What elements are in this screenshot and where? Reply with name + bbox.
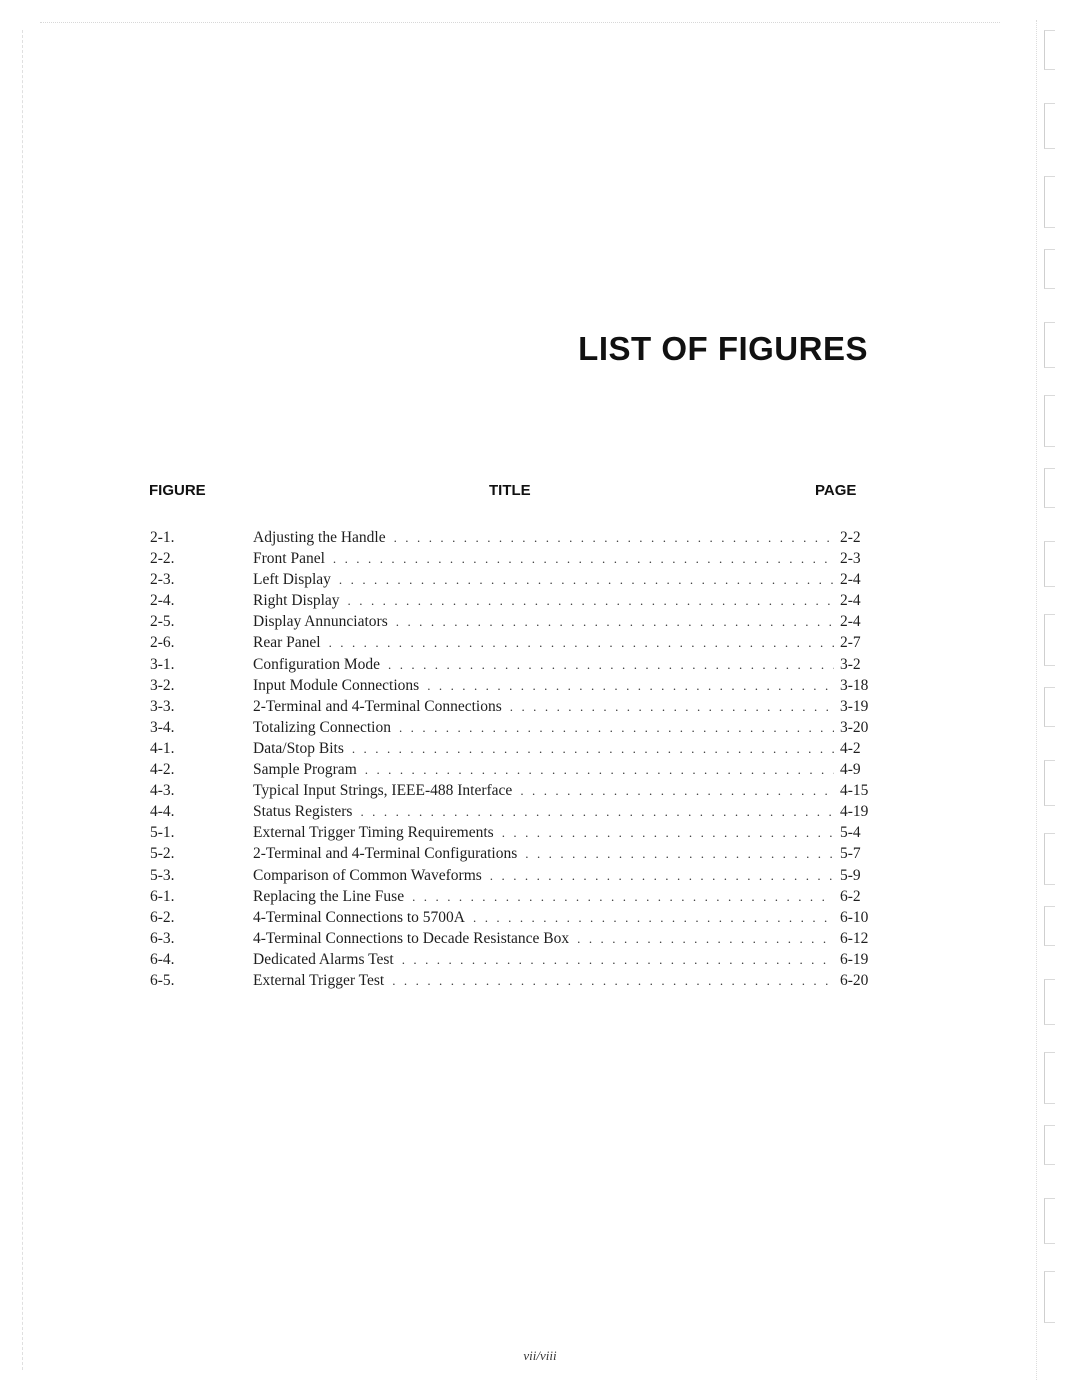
figure-number: 4-4. <box>150 803 175 821</box>
dot-leader <box>365 759 834 780</box>
scan-edge-right <box>1036 20 1037 1380</box>
figure-number: 4-1. <box>150 739 175 757</box>
figure-page: 6-12 <box>840 929 869 947</box>
figure-entry <box>253 632 870 653</box>
column-header-title: TITLE <box>489 482 531 499</box>
figure-title: Left Display <box>253 569 339 590</box>
figure-entry <box>253 527 870 548</box>
binding-mark <box>1044 30 1055 70</box>
figure-title: Front Panel <box>253 548 333 569</box>
list-item <box>150 717 870 738</box>
dot-leader <box>352 738 834 759</box>
binding-mark <box>1044 979 1055 1025</box>
figure-title: Data/Stop Bits <box>253 738 352 759</box>
dot-leader <box>473 907 834 928</box>
figure-entry <box>253 780 870 801</box>
dot-leader <box>577 928 834 949</box>
figure-title: Rear Panel <box>253 632 329 653</box>
list-item <box>150 928 870 949</box>
figure-entry <box>253 843 870 864</box>
figure-title: Status Registers <box>253 801 360 822</box>
figure-title: Configuration Mode <box>253 654 388 675</box>
figure-number: 2-4. <box>150 592 175 610</box>
dot-leader <box>394 527 834 548</box>
dot-leader <box>525 843 834 864</box>
list-item <box>150 569 870 590</box>
list-item <box>150 907 870 928</box>
list-item <box>150 970 870 991</box>
list-item <box>150 822 870 843</box>
binding-mark <box>1044 103 1055 149</box>
figure-page: 5-9 <box>840 866 861 884</box>
figure-number: 3-1. <box>150 655 175 673</box>
figure-title: 4-Terminal Connections to Decade Resistance Box <box>253 928 577 949</box>
dot-leader <box>510 696 834 717</box>
figure-title: Comparison of Common Waveforms <box>253 865 490 886</box>
binding-mark <box>1044 1052 1055 1104</box>
binding-mark <box>1044 833 1055 885</box>
list-item <box>150 759 870 780</box>
list-item <box>150 675 870 696</box>
figure-title: Right Display <box>253 590 348 611</box>
list-item <box>150 590 870 611</box>
figure-number: 4-3. <box>150 782 175 800</box>
figure-number: 5-1. <box>150 824 175 842</box>
binding-mark <box>1044 395 1055 447</box>
figure-entry <box>253 548 870 569</box>
figure-page: 3-2 <box>840 655 861 673</box>
figure-page: 4-9 <box>840 761 861 779</box>
figure-page: 6-20 <box>840 971 869 989</box>
binding-mark <box>1044 322 1055 368</box>
scan-edge-top <box>40 22 1000 23</box>
dot-leader <box>329 632 834 653</box>
figure-entry <box>253 569 870 590</box>
figure-entry <box>253 907 870 928</box>
figure-number: 6-4. <box>150 950 175 968</box>
figure-page: 2-3 <box>840 550 861 568</box>
dot-leader <box>348 590 834 611</box>
figure-number: 2-5. <box>150 613 175 631</box>
list-item <box>150 548 870 569</box>
list-item <box>150 865 870 886</box>
figure-entry <box>253 738 870 759</box>
dot-leader <box>333 548 834 569</box>
dot-leader <box>339 569 834 590</box>
dot-leader <box>402 949 834 970</box>
figure-page: 6-2 <box>840 887 861 905</box>
page-number: vii/viii <box>523 1348 557 1363</box>
figure-page: 3-18 <box>840 676 869 694</box>
figure-number: 6-3. <box>150 929 175 947</box>
figure-entry <box>253 970 870 991</box>
figure-page: 3-19 <box>840 697 869 715</box>
figure-entry <box>253 696 870 717</box>
figure-page: 4-15 <box>840 782 869 800</box>
binding-marks <box>1044 30 1066 1370</box>
figure-entry <box>253 801 870 822</box>
figure-title: Totalizing Connection <box>253 717 399 738</box>
figure-entry <box>253 886 870 907</box>
figure-page: 5-4 <box>840 824 861 842</box>
figure-page: 5-7 <box>840 845 861 863</box>
figure-number: 5-2. <box>150 845 175 863</box>
dot-leader <box>412 886 834 907</box>
list-item <box>150 696 870 717</box>
list-item <box>150 886 870 907</box>
dot-leader <box>392 970 834 991</box>
figure-entry <box>253 865 870 886</box>
column-header-page: PAGE <box>815 482 857 499</box>
figure-page: 2-2 <box>840 529 861 546</box>
figure-entry <box>253 759 870 780</box>
scan-edge-left <box>22 30 23 1370</box>
figure-entry <box>253 675 870 696</box>
figure-number: 2-1. <box>150 529 175 546</box>
list-item <box>150 801 870 822</box>
figure-page: 3-20 <box>840 718 869 736</box>
figure-page: 2-4 <box>840 613 861 631</box>
figure-number: 6-5. <box>150 971 175 989</box>
page-title: LIST OF FIGURES <box>578 330 868 367</box>
figure-entry <box>253 611 870 632</box>
list-item <box>150 632 870 653</box>
binding-mark <box>1044 176 1055 228</box>
binding-mark <box>1044 760 1055 806</box>
figure-page: 6-10 <box>840 908 869 926</box>
figure-title: 2-Terminal and 4-Terminal Connections <box>253 696 510 717</box>
binding-mark <box>1044 1125 1055 1165</box>
binding-mark <box>1044 541 1055 587</box>
figure-page: 2-4 <box>840 592 861 610</box>
list-item <box>150 527 870 548</box>
figure-title: Dedicated Alarms Test <box>253 949 402 970</box>
list-item <box>150 654 870 675</box>
figure-entry <box>253 590 870 611</box>
figure-number: 6-1. <box>150 887 175 905</box>
figure-page: 2-7 <box>840 634 861 652</box>
column-header-figure: FIGURE <box>149 482 206 499</box>
dot-leader <box>388 654 834 675</box>
figure-page: 2-4 <box>840 571 861 589</box>
list-item <box>150 843 870 864</box>
figure-number: 2-6. <box>150 634 175 652</box>
figure-title: External Trigger Timing Requirements <box>253 822 502 843</box>
list-item <box>150 949 870 970</box>
figure-page: 4-19 <box>840 803 869 821</box>
dot-leader <box>490 865 834 886</box>
dot-leader <box>520 780 834 801</box>
figure-number: 2-3. <box>150 571 175 589</box>
figure-title: 4-Terminal Connections to 5700A <box>253 907 473 928</box>
figure-title: 2-Terminal and 4-Terminal Configurations <box>253 843 525 864</box>
figure-number: 6-2. <box>150 908 175 926</box>
figure-title: External Trigger Test <box>253 970 392 991</box>
figure-number: 3-4. <box>150 718 175 736</box>
binding-mark <box>1044 687 1055 727</box>
binding-mark <box>1044 1271 1055 1323</box>
dot-leader <box>427 675 834 696</box>
list-item <box>150 611 870 632</box>
binding-mark <box>1044 906 1055 946</box>
figure-entry <box>253 717 870 738</box>
dot-leader <box>360 801 834 822</box>
figure-number: 3-2. <box>150 676 175 694</box>
column-headers <box>0 482 1080 504</box>
figure-title: Replacing the Line Fuse <box>253 886 412 907</box>
figure-entry <box>253 928 870 949</box>
figure-title: Input Module Connections <box>253 675 427 696</box>
figure-number: 2-2. <box>150 550 175 568</box>
figure-entry <box>253 822 870 843</box>
figure-list <box>150 527 870 991</box>
list-item <box>150 738 870 759</box>
figure-page: 6-19 <box>840 950 869 968</box>
figure-entry <box>253 654 870 675</box>
dot-leader <box>502 822 834 843</box>
figure-title: Display Annunciators <box>253 611 396 632</box>
figure-title: Adjusting the Handle <box>253 527 394 548</box>
binding-mark <box>1044 614 1055 666</box>
figure-title: Sample Program <box>253 759 365 780</box>
binding-mark <box>1044 249 1055 289</box>
dot-leader <box>399 717 834 738</box>
list-item <box>150 780 870 801</box>
figure-number: 3-3. <box>150 697 175 715</box>
figure-number: 5-3. <box>150 866 175 884</box>
binding-mark <box>1044 1198 1055 1244</box>
figure-page: 4-2 <box>840 739 861 757</box>
figure-number: 4-2. <box>150 761 175 779</box>
figure-entry <box>253 949 870 970</box>
figure-title: Typical Input Strings, IEEE-488 Interface <box>253 780 520 801</box>
dot-leader <box>396 611 834 632</box>
